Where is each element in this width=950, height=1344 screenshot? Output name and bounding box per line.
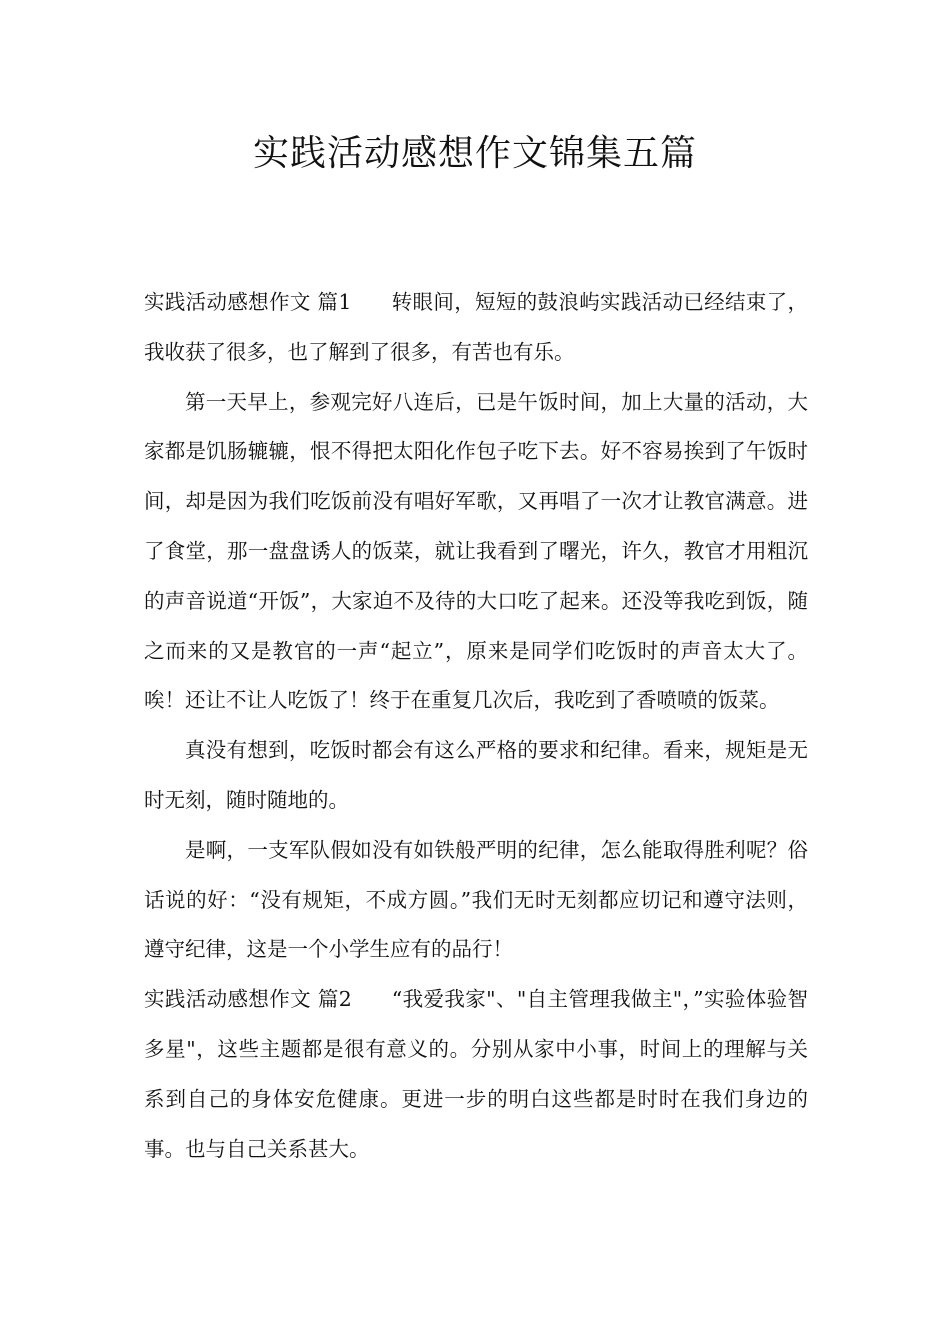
essay-paragraph: 第一天早上，参观完好八连后，已是午饭时间，加上大量的活动，大家都是饥肠辘辘，恨不得把太阳化作包子吃下去。好不容易挨到了午饭时间，却是因为我们吃饭前没有唱好军歌，又再唱了一次才让教官满意。进了食堂，那一盘盘诱人的饭菜，就让我看到了曙光，许久，教官才用粗沉的声音说道“开饭”，大家迫不及待的大口吃了起来。还没等我吃到饭，随之而来的又是教官的一声“起立”，原来是同学们吃饭时的声音太大了。唉！还让不让人吃饭了！终于在重复几次后，我吃到了香喷喷的饭菜。 xyxy=(144,389,808,713)
essay-paragraph: 真没有想到，吃饭时都会有这么严格的要求和纪律。看来，规矩是无时无刻，随时随地的。 xyxy=(144,738,808,812)
document-body xyxy=(144,278,808,1174)
essay-paragraph: 转眼间，短短的鼓浪屿实践活动已经结束了，我收获了很多，也了解到了很多，有苦也有乐。 xyxy=(144,290,808,364)
essay-2-opening xyxy=(144,975,808,1174)
essay-heading: 实践活动感想作文 篇2 xyxy=(144,987,352,1012)
essay-1-opening xyxy=(144,278,808,378)
essay-paragraph: “我爱我家"、"自主管理我做主"，”实验体验智多星"，这些主题都是很有意义的。分别从家中小事，时间上的理解与关系到自己的身体安危健康。更进一步的明白这些都是时时在我们身边的事。也与自己关系甚大。 xyxy=(144,987,809,1161)
essay-heading: 实践活动感想作文 篇1 xyxy=(144,290,352,314)
essay-paragraph: 是啊，一支军队假如没有如铁般严明的纪律，怎么能取得胜利呢？俗话说的好：“没有规矩，不成方圆。”我们无时无刻都应切记和遵守法则，遵守纪律，这是一个小学生应有的品行！ xyxy=(144,837,808,962)
document-title: 实践活动感想作文锦集五篇 xyxy=(252,133,697,174)
